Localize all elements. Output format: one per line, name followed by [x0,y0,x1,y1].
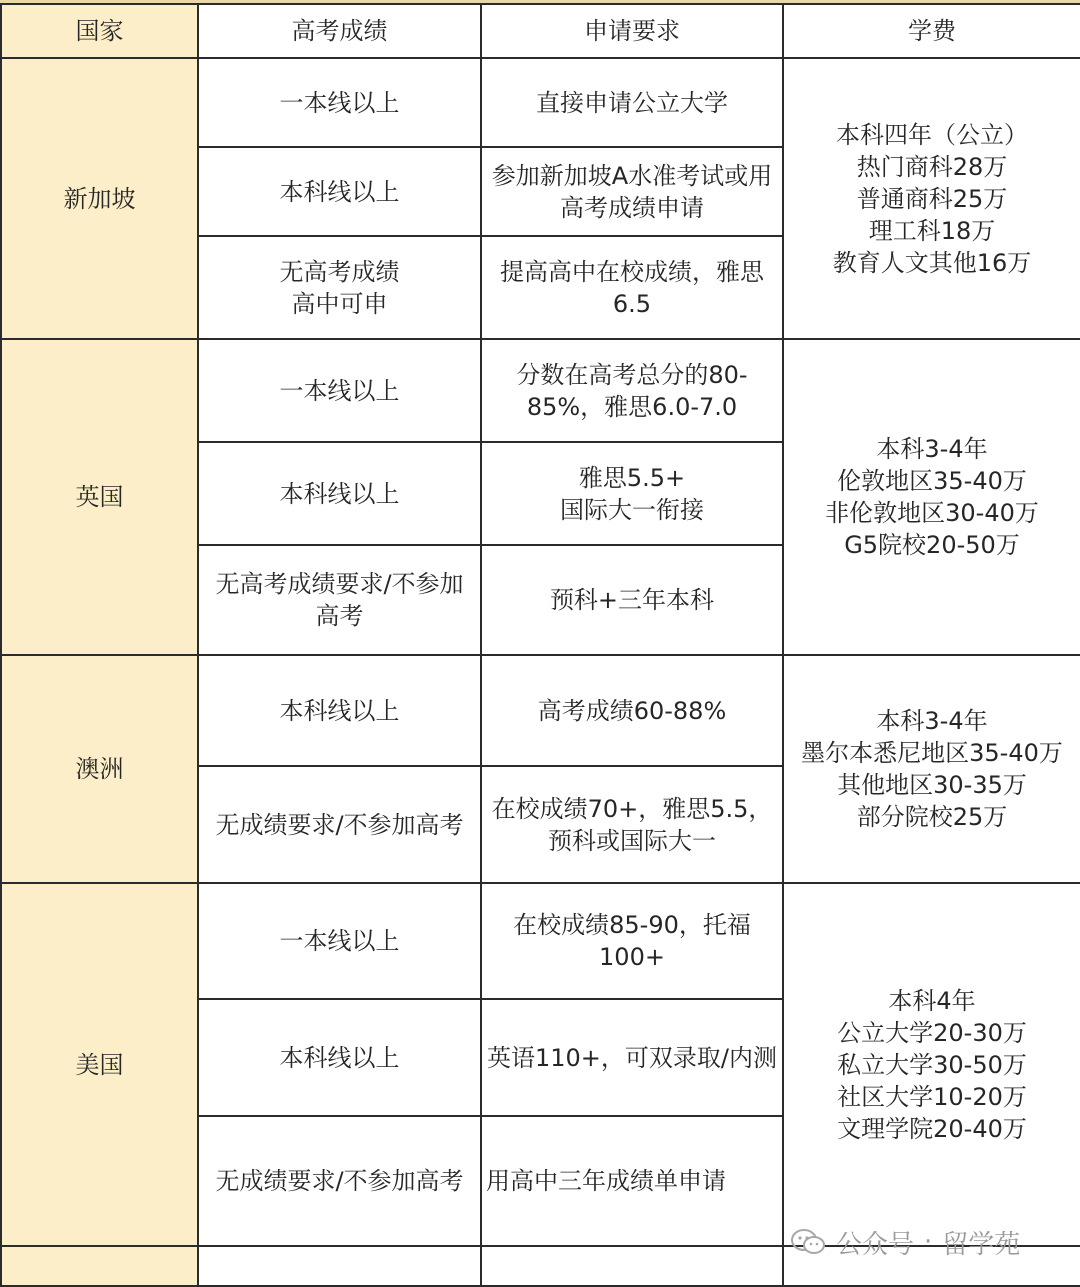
score-cell: 本科线以上 [198,442,481,545]
header-country: 国家 [1,4,198,58]
requirement-cell: 提高高中在校成绩，雅思 6.5 [481,236,783,339]
score-cell: 无成绩要求/不参加高考 [198,766,481,883]
table-row [1,883,1080,999]
score-cell: 本科线以上 [198,147,481,236]
header-tuition: 学费 [783,4,1080,58]
score-cell: 一本线以上 [198,58,481,147]
requirement-cell: 直接申请公立大学 [481,58,783,147]
watermark-name: 留学苑 [942,1229,1021,1260]
tuition-cell-uk: 本科3-4年 伦敦地区35-40万 非伦敦地区30-40万 G5院校20-50万 [783,339,1080,655]
header-requirement: 申请要求 [481,4,783,58]
score-cell: 一本线以上 [198,883,481,999]
score-cell: 无高考成绩要求/不参加 高考 [198,545,481,655]
table-row [1,339,1080,442]
score-cell-empty [198,1246,481,1286]
tuition-cell-australia: 本科3-4年 墨尔本悉尼地区35-40万 其他地区30-35万 部分院校25万 [783,655,1080,883]
requirement-cell: 在校成绩85-90，托福 100+ [481,883,783,999]
study-abroad-table [0,3,1080,1287]
tuition-cell-singapore: 本科四年（公立） 热门商科28万 普通商科25万 理工科18万 教育人文其他16万 [783,58,1080,339]
score-cell: 无高考成绩 高中可申 [198,236,481,339]
country-cell-empty [1,1246,198,1286]
requirement-cell: 分数在高考总分的80- 85%，雅思6.0-7.0 [481,339,783,442]
header-row [1,4,1080,58]
requirement-cell: 预科+三年本科 [481,545,783,655]
requirement-cell: 英语110+，可双录取/内测 [481,999,783,1116]
score-cell: 本科线以上 [198,999,481,1116]
country-cell-usa: 美国 [1,883,198,1246]
watermark [790,1222,1020,1262]
table-row [1,655,1080,766]
requirement-cell: 用高中三年成绩单申请 [481,1116,783,1246]
requirement-cell-empty [481,1246,783,1286]
watermark-prefix: 公众号 [836,1229,915,1260]
score-cell: 一本线以上 [198,339,481,442]
country-cell-australia: 澳洲 [1,655,198,883]
table-row [1,58,1080,147]
requirement-cell: 在校成绩70+，雅思5.5， 预科或国际大一 [481,766,783,883]
header-gaokao: 高考成绩 [198,4,481,58]
score-cell: 本科线以上 [198,655,481,766]
requirement-cell: 高考成绩60-88% [481,655,783,766]
score-cell: 无成绩要求/不参加高考 [198,1116,481,1246]
tuition-cell-usa: 本科4年 公立大学20-30万 私立大学30-50万 社区大学10-20万 文理学院20-40万 [783,883,1080,1246]
watermark-separator: · [924,1227,933,1257]
country-cell-uk: 英国 [1,339,198,655]
country-cell-singapore: 新加坡 [1,58,198,339]
wechat-icon [790,1228,826,1256]
requirement-cell: 参加新加坡A水准考试或用 高考成绩申请 [481,147,783,236]
requirement-cell: 雅思5.5+ 国际大一衔接 [481,442,783,545]
